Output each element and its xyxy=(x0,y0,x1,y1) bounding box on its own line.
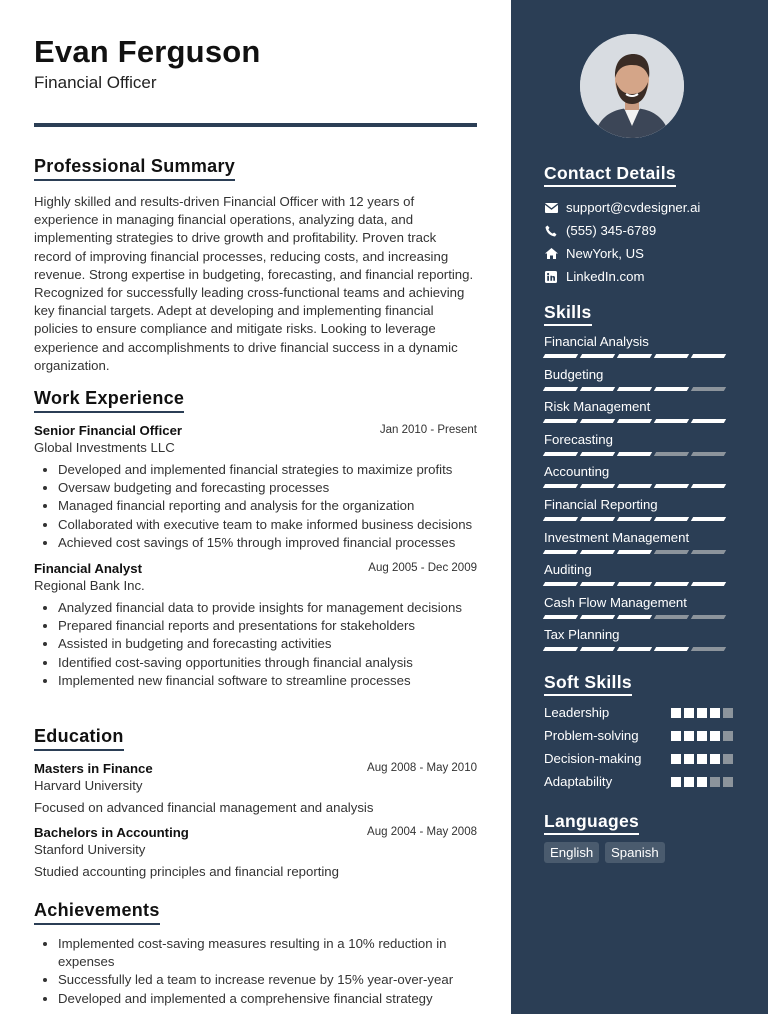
skill-label: Tax Planning xyxy=(544,627,620,643)
skill-item xyxy=(544,497,733,521)
skill-level-segment xyxy=(654,582,689,586)
soft-skill-level-square xyxy=(684,731,694,741)
skill-level-segment xyxy=(654,550,689,554)
envelope-icon xyxy=(544,201,558,215)
skill-item xyxy=(544,562,733,586)
contact-phone[interactable] xyxy=(544,223,656,238)
skill-level-segment xyxy=(543,387,578,391)
bullet-item: • Successfully led a team to increase revenue by 15% year-over-year xyxy=(58,971,477,989)
summary-section xyxy=(34,156,477,375)
summary-text: Highly skilled and results-driven Financial Officer with 12 years of experience in managing financial operations, analyzing data, and implementing strategies to drive growth and profitability. Proven track record of improving financial processes, reducing costs, and increasing revenue. Strong expertise in budgeting, forecasting, and financial reporting. Recognized for successfully leading cross-functional teams and achieving key financial targets. Adept at developing and implementing financial policies to ensure compliance and mitigate risks. Looking to leverage experience and accomplishments to drive financial success in a dynamic organization. xyxy=(34,194,474,373)
bullet-item: • Achieved cost savings of 15% through improved financial processes xyxy=(58,534,477,552)
skill-level-segment xyxy=(580,484,615,488)
contact-email-text: support@cvdesigner.ai xyxy=(566,200,701,215)
skill-level-bar xyxy=(544,615,733,619)
skill-level-segment xyxy=(543,452,578,456)
skill-level-segment xyxy=(580,419,615,423)
skill-level-segment xyxy=(654,354,689,358)
skill-level-segment xyxy=(691,550,726,554)
skill-level-segment xyxy=(691,419,726,423)
soft-skill-level xyxy=(668,777,733,787)
skill-level-segment xyxy=(580,615,615,619)
soft-skill-level-square xyxy=(671,754,681,764)
work-section xyxy=(34,388,477,690)
skill-level-segment xyxy=(654,517,689,521)
skill-level-segment xyxy=(617,582,652,586)
bullet-item: • Developed and implemented financial strategies to maximize profits xyxy=(58,461,477,479)
languages-title: Languages xyxy=(544,811,639,835)
skill-label: Accounting xyxy=(544,464,610,480)
skill-level-segment xyxy=(654,387,689,391)
skill-level-bar xyxy=(544,484,733,488)
achievements-list xyxy=(34,935,477,1008)
skill-level-bar xyxy=(544,387,733,391)
candidate-role: Financial Officer xyxy=(34,73,157,92)
skill-level-segment xyxy=(691,484,726,488)
skill-level-bar xyxy=(544,354,733,358)
job-bullets xyxy=(34,599,477,690)
soft-skill-level-square xyxy=(684,777,694,787)
job-org: Global Investments LLC xyxy=(34,440,175,455)
skill-level-segment xyxy=(617,484,652,488)
skill-level-segment xyxy=(580,582,615,586)
soft-skill-item xyxy=(544,774,733,789)
soft-skills-title: Soft Skills xyxy=(544,672,632,696)
skill-level-segment xyxy=(617,387,652,391)
soft-skill-level-square xyxy=(697,708,707,718)
soft-skill-level-square xyxy=(723,708,733,718)
soft-skill-label: Adaptability xyxy=(544,774,613,789)
skill-level-segment xyxy=(617,452,652,456)
soft-skill-label: Problem-solving xyxy=(544,728,639,743)
skill-item xyxy=(544,530,733,554)
bullet-item: • Developed and implemented a comprehensive financial strategy xyxy=(58,990,477,1008)
skill-level-segment xyxy=(617,550,652,554)
job-title: Financial Analyst xyxy=(34,561,142,577)
soft-skill-label: Leadership xyxy=(544,705,610,720)
skill-item xyxy=(544,334,733,358)
skill-label: Budgeting xyxy=(544,366,604,382)
soft-skill-level-square xyxy=(684,754,694,764)
soft-skill-item xyxy=(544,705,733,720)
profile-photo-icon xyxy=(580,34,684,138)
header-divider xyxy=(34,123,477,127)
language-tag: English xyxy=(544,842,599,863)
soft-skill-level xyxy=(668,731,733,741)
soft-skill-level-square xyxy=(723,754,733,764)
job-bullets xyxy=(34,461,477,552)
contact-email[interactable] xyxy=(544,200,700,215)
education-desc: Studied accounting principles and financial reporting xyxy=(34,864,339,880)
bullet-item: • Analyzed financial data to provide insights for management decisions xyxy=(58,599,477,617)
skill-label: Risk Management xyxy=(544,399,651,415)
job-date: Aug 2005 - Dec 2009 xyxy=(368,562,477,575)
skill-level-segment xyxy=(654,452,689,456)
candidate-name: Evan Ferguson xyxy=(34,34,261,69)
soft-skill-level-square xyxy=(697,754,707,764)
skill-level-segment xyxy=(580,647,615,651)
bullet-item: • Implemented cost-saving measures resulting in a 10% reduction in expenses xyxy=(58,935,477,971)
degree-title: Bachelors in Accounting xyxy=(34,825,189,841)
soft-skill-level xyxy=(668,708,733,718)
job-title: Senior Financial Officer xyxy=(34,423,183,438)
skill-item xyxy=(544,464,733,488)
soft-skill-level-square xyxy=(710,754,720,764)
skill-level-segment xyxy=(691,387,726,391)
job-item xyxy=(34,561,477,690)
soft-skill-level-square xyxy=(671,777,681,787)
skill-level-segment xyxy=(580,452,615,456)
contact-location xyxy=(544,246,644,261)
contact-linkedin-text: LinkedIn.com xyxy=(566,269,645,284)
skill-item xyxy=(544,367,733,391)
summary-title: Professional Summary xyxy=(34,156,235,181)
degree-title: Masters in Finance xyxy=(34,761,153,776)
skill-label: Forecasting xyxy=(544,431,613,447)
skill-level-segment xyxy=(617,517,652,521)
skill-level-segment xyxy=(654,484,689,488)
education-date: Aug 2008 - May 2010 xyxy=(367,762,477,774)
bullet-item: • Managed financial reporting and analysis for the organization xyxy=(58,497,477,515)
skill-level-bar xyxy=(544,582,733,586)
soft-skill-level-square xyxy=(671,731,681,741)
soft-skill-level-square xyxy=(684,708,694,718)
bullet-item: • Identified cost-saving opportunities through financial analysis xyxy=(58,654,477,672)
soft-skill-level-square xyxy=(710,777,720,787)
skill-level-segment xyxy=(691,452,726,456)
skill-level-segment xyxy=(654,615,689,619)
contact-location-text: NewYork, US xyxy=(566,246,644,261)
contact-linkedin[interactable] xyxy=(544,269,644,284)
soft-skill-item xyxy=(544,751,733,766)
skills-title: Skills xyxy=(544,302,592,326)
skill-level-segment xyxy=(580,387,615,391)
skill-level-segment xyxy=(691,582,726,586)
language-tag: Spanish xyxy=(605,842,665,863)
achievements-title: Achievements xyxy=(34,900,160,925)
soft-skill-level-square xyxy=(710,731,720,741)
skill-level-segment xyxy=(691,615,726,619)
achievements-section xyxy=(34,900,477,1008)
skill-level-bar xyxy=(544,419,733,423)
education-date: Aug 2004 - May 2008 xyxy=(367,826,477,839)
contact-title: Contact Details xyxy=(544,163,676,187)
soft-skill-level-square xyxy=(697,731,707,741)
skill-level-segment xyxy=(654,647,689,651)
school-name: Stanford University xyxy=(34,842,146,858)
education-title: Education xyxy=(34,726,124,751)
job-date: Jan 2010 - Present xyxy=(379,424,477,436)
sidebar xyxy=(511,0,768,1014)
skill-level-segment xyxy=(543,484,578,488)
skill-item xyxy=(544,399,733,423)
soft-skill-item xyxy=(544,728,733,743)
soft-skill-level xyxy=(668,754,733,764)
skill-level-segment xyxy=(543,647,578,651)
education-desc: Focused on advanced financial management and analysis xyxy=(34,800,374,815)
bullet-item: • Prepared financial reports and presentations for stakeholders xyxy=(58,617,477,635)
skill-level-segment xyxy=(580,517,615,521)
skill-level-segment xyxy=(543,354,578,358)
skill-label: Cash Flow Management xyxy=(544,594,687,610)
bullet-item: • Collaborated with executive team to make informed business decisions xyxy=(58,516,477,534)
school-name: Harvard University xyxy=(34,778,143,793)
soft-skill-level-square xyxy=(671,708,681,718)
soft-skill-level-square xyxy=(710,708,720,718)
soft-skill-level-square xyxy=(697,777,707,787)
skill-level-segment xyxy=(580,550,615,554)
skill-level-segment xyxy=(654,419,689,423)
home-icon xyxy=(544,247,558,261)
job-org: Regional Bank Inc. xyxy=(34,578,145,594)
soft-skill-level-square xyxy=(723,777,733,787)
skill-label: Financial Reporting xyxy=(544,497,658,512)
education-section xyxy=(34,726,477,881)
bullet-item: • Oversaw budgeting and forecasting processes xyxy=(58,479,477,497)
soft-skill-level-square xyxy=(723,731,733,741)
skill-level-segment xyxy=(691,517,726,521)
bullet-item: • Implemented new financial software to streamline processes xyxy=(58,672,477,690)
skill-level-segment xyxy=(543,550,578,554)
skill-label: Auditing xyxy=(544,562,592,578)
education-item xyxy=(34,761,477,817)
contact-phone-text: (555) 345-6789 xyxy=(566,223,657,238)
skill-level-bar xyxy=(544,517,733,521)
skill-item xyxy=(544,627,733,651)
skill-level-segment xyxy=(617,419,652,423)
skill-level-segment xyxy=(617,354,652,358)
skill-label: Financial Analysis xyxy=(544,334,649,349)
skill-level-segment xyxy=(543,615,578,619)
skill-item xyxy=(544,432,733,456)
skill-level-bar xyxy=(544,550,733,554)
linkedin-icon xyxy=(544,270,558,284)
bullet-item: • Assisted in budgeting and forecasting activities xyxy=(58,635,477,653)
skill-level-segment xyxy=(691,354,726,358)
skill-level-segment xyxy=(543,582,578,586)
education-item xyxy=(34,825,477,881)
skill-item xyxy=(544,595,733,619)
skill-level-segment xyxy=(617,615,652,619)
avatar xyxy=(580,34,684,138)
skill-level-segment xyxy=(691,647,726,651)
skill-level-segment xyxy=(543,419,578,423)
job-item xyxy=(34,423,477,552)
phone-icon xyxy=(544,224,558,238)
skill-label: Investment Management xyxy=(544,529,690,545)
soft-skill-label: Decision-making xyxy=(544,751,642,766)
skill-level-segment xyxy=(617,647,652,651)
skill-level-bar xyxy=(544,647,733,651)
work-title: Work Experience xyxy=(34,388,184,413)
skill-level-segment xyxy=(580,354,615,358)
skill-level-segment xyxy=(543,517,578,521)
skill-level-bar xyxy=(544,452,733,456)
